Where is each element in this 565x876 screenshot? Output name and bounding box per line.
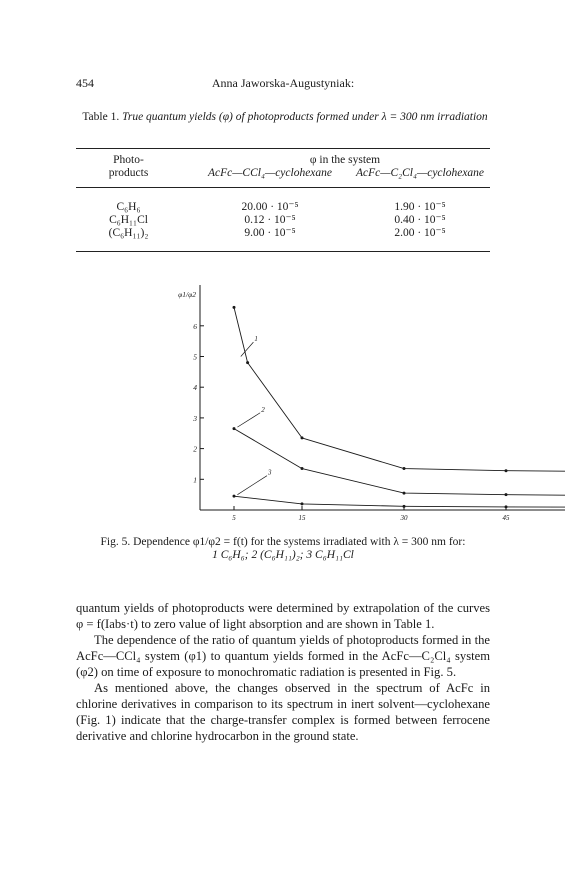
body-text: [76, 600, 490, 744]
y-tick-label: 4: [193, 383, 197, 393]
col-header-system-2: AcFc—C₂Cl₄—cyclohexane: [355, 167, 485, 179]
figure-caption-line-1: Fig. 5. Dependence φ1/φ2 = f(t) for the systems irradiated with λ = 300 nm for:: [100, 536, 466, 548]
y-tick-label: 5: [193, 352, 197, 362]
chart-marks: [233, 306, 565, 509]
y-tick-label: 6: [193, 321, 197, 331]
series-1-point: [403, 467, 406, 470]
table-cell-system-1: 0.12 · 10⁻⁵: [244, 214, 296, 226]
table-bottom-rule: [76, 251, 490, 252]
series-2-line: [234, 429, 565, 496]
running-header: [76, 76, 490, 94]
series-3-point: [301, 502, 304, 505]
table-cell-system-1: 20.00 · 10⁻⁵: [241, 201, 299, 213]
series-3-leader: [237, 476, 267, 495]
series-2-point: [505, 493, 508, 496]
table-top-rule: [76, 148, 490, 149]
figure-caption-line-2: 1 C₆H₆; 2 (C₆H₁₁)₂; 3 C₆H₁₁Cl: [212, 549, 354, 561]
x-tick-label: 15: [298, 514, 306, 522]
table-caption-label: Table 1.: [82, 111, 120, 123]
series-2-point: [301, 467, 304, 470]
paragraph-2: The dependence of the ratio of quantum yields of photoproducts formed in the AcFc—CCl₄ system (φ1) to quantum yields formed in the AcFc—C₂Cl₄ system (φ2) on time of exposure to monochromatic radiation is presented in Fig. 5.: [76, 633, 490, 679]
table-caption-text: True quantum yields (φ) of photoproducts formed under λ = 300 nm irradiation: [122, 111, 488, 123]
series-2-label: 2: [261, 405, 265, 414]
y-tick-label: 1: [193, 475, 197, 485]
col-header-system: φ in the system: [309, 154, 381, 166]
table-cell-product: C₆H₆: [116, 201, 141, 213]
series-1-point: [246, 361, 249, 364]
paragraph-1: quantum yields of photoproducts were determined by extrapolation of the curves φ = f(Iabs·t) to zero value of light absorption and are shown in Table 1.: [76, 601, 490, 631]
series-2-point: [403, 492, 406, 495]
paragraph-3: As mentioned above, the changes observed in the spectrum of AcFc in chlorine derivatives in comparison to its spectrum in inert solvent—cyclohexane (Fig. 1) indicate that the charge-transfer complex is formed between ferrocene derivative and chlorine hydrocarbon in the ground state.: [76, 681, 490, 743]
chart-axes: [178, 285, 565, 522]
series-1-line: [234, 307, 565, 471]
y-axis-label: φ1/φ2: [178, 290, 196, 299]
table-caption: [76, 111, 494, 124]
series-1-point: [233, 306, 236, 309]
series-2-point: [233, 427, 236, 430]
y-tick-label: 2: [193, 444, 197, 454]
table-header-rule: [76, 187, 490, 188]
x-tick-label: 45: [502, 514, 510, 522]
col-header-photo: Photo-: [113, 154, 144, 166]
series-3-line: [234, 496, 565, 507]
series-1-point: [505, 469, 508, 472]
table-cell-system-1: 9.00 · 10⁻⁵: [244, 227, 296, 239]
series-3-point: [233, 495, 236, 498]
series-3-point: [505, 505, 508, 508]
figure-caption: [76, 536, 490, 562]
series-3-point: [403, 505, 406, 508]
table-cell-system-2: 1.90 · 10⁻⁵: [394, 201, 446, 213]
col-header-products: products: [108, 167, 149, 179]
figure-5-chart: [178, 283, 510, 523]
running-author: Anna Jaworska-Augustyniak:: [211, 76, 355, 90]
page-number: 454: [76, 76, 94, 90]
table-cell-product: (C₆H₁₁)₂: [108, 227, 149, 239]
y-tick-label: 3: [193, 413, 197, 423]
series-3-label: 3: [268, 468, 272, 477]
x-tick-label: 30: [400, 514, 408, 522]
table-cell-system-2: 0.40 · 10⁻⁵: [394, 214, 446, 226]
series-1-label: 1: [254, 335, 258, 344]
table-cell-product: C₆H₁₁Cl: [109, 214, 148, 226]
series-2-leader: [237, 413, 260, 427]
x-tick-label: 5: [232, 514, 236, 522]
table-cell-system-2: 2.00 · 10⁻⁵: [394, 227, 446, 239]
series-1-point: [301, 436, 304, 439]
col-header-system-1: AcFc—CCl₄—cyclohexane: [207, 167, 333, 179]
